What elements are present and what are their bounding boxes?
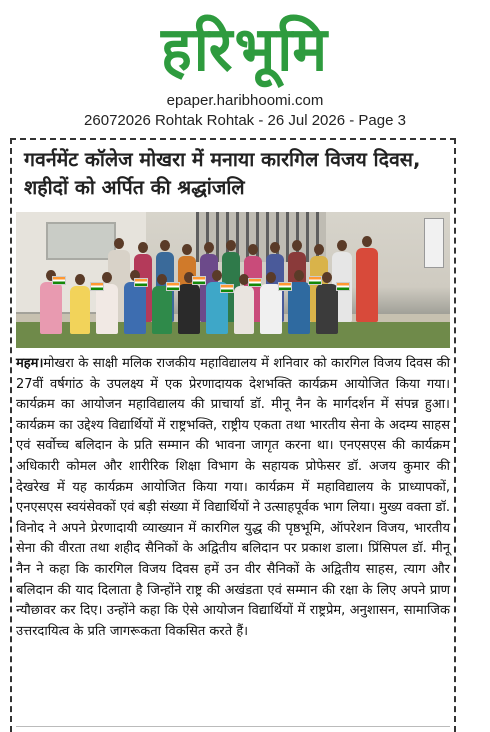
person <box>356 248 378 322</box>
person <box>316 284 338 334</box>
person <box>124 282 146 334</box>
indian-flag-icon <box>220 284 234 293</box>
news-clipping <box>10 138 456 732</box>
person <box>70 286 90 334</box>
indian-flag-icon <box>278 282 292 291</box>
person <box>96 284 118 334</box>
indian-flag-icon <box>248 278 262 287</box>
person <box>178 284 200 334</box>
photo-window <box>46 222 116 260</box>
indian-flag-icon <box>192 276 206 285</box>
article-text: मोखरा के साक्षी मलिक राजकीय महाविद्यालय में शनिवार को कारगिल विजय दिवस की 27वीं वर्षगांठ के उपलक्ष्य में एक प्रेरणादायक देशभक्ति कार्यक्रम आयोजित किया गया। कार्यक्रम का आयोजन महाविद्यालय की प्राचार्या डॉ. मीनू नैन के मार्गदर्शन में संपन्न हुआ। कार्यक्रम का उद्देश्य विद्यार्थियों में राष्ट्रभक्ति, राष्ट्रीय एकता तथा भारतीय सेना के अदम्य साहस एवं सर्वोच्च बलिदान के प्रति सम्मान की भावना जागृत करना था। एनएसएस की कार्यक्रम अधिकारी कोमल और शारीरिक शिक्षा विभाग के सहायक प्रोफेसर डॉ. अजय कुमार की देखरेख में यह कार्यक्रम आयोजित किया गया। कार्यक्रम में महाविद्यालय के प्राध्यापकों, एनएसएस स्वयंसेवकों एवं बड़ी संख्या में विद्यार्थियों ने उत्साहपूर्वक भाग लिया। मुख्य वक्ता डॉ. विनोद ने अपने प्रेरणादायी व्याख्यान में कारगिल युद्ध की पृष्ठभूमि, ऑपरेशन विजय, भारतीय सेना की वीरता तथा शहीद सैनिकों के अद्वितीय बलिदान पर प्रकाश डाला। प्रिंसिपल डॉ. मीनू नैन ने कहा कि कारगिल विजय दिवस हमें उन वीर सैनिकों के अद्वितीय साहस, त्याग और बलिदान की याद दिलाता है जिन्होंने राष्ट्र की अखंडता एवं सम्मान की रक्षा के लिए अपने प्राण न्यौछावर कर दिए। उन्होंने कहा कि ऐसे आयोजन विद्यार्थियों में राष्ट्रप्रेम, अनुशासन, सामाजिक उत्तरदायित्व के प्रति जागरूकता विकसित करते हैं। <box>16 356 450 639</box>
person <box>260 284 282 334</box>
indian-flag-icon <box>90 282 104 291</box>
person <box>234 286 254 334</box>
article-body <box>16 354 450 642</box>
dateline: महम। <box>16 356 44 371</box>
edition-info: 26072026 Rohtak Rohtak - 26 Jul 2026 - Page 3 <box>84 112 406 129</box>
haribhoomi-logo: हरिभूमि <box>160 12 330 85</box>
indian-flag-icon <box>52 276 66 285</box>
indian-flag-icon <box>134 278 148 287</box>
indian-flag-icon <box>166 282 180 291</box>
person <box>40 282 62 334</box>
indian-flag-icon <box>308 276 322 285</box>
epaper-url[interactable]: epaper.haribhoomi.com <box>166 92 324 109</box>
article-headline: गवर्नमेंट कॉलेज मोखरा में मनाया कारगिल विजय दिवस, शहीदों को अर्पित की श्रद्धांजलि <box>24 148 421 199</box>
clipping-cut-line <box>16 726 450 732</box>
masthead <box>0 0 490 92</box>
photo-board <box>424 218 444 268</box>
group-photo <box>16 212 450 348</box>
indian-flag-icon <box>336 282 350 291</box>
person <box>152 286 172 334</box>
